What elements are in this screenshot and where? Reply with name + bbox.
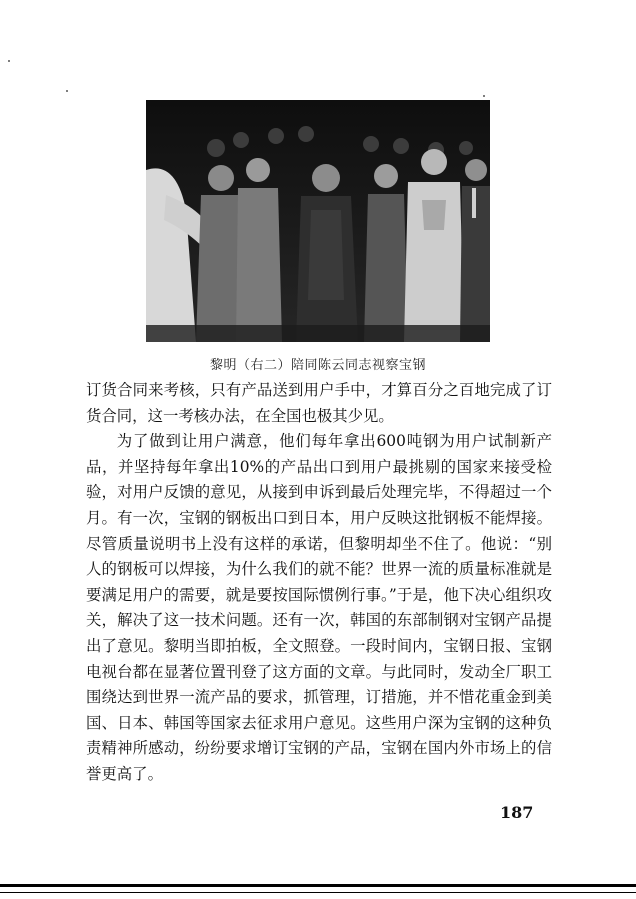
photo-image <box>146 100 490 342</box>
photo-caption: 黎明（右二）陪同陈云同志视察宝钢 <box>209 358 426 373</box>
photo <box>146 100 490 342</box>
scan-speck <box>483 95 485 97</box>
paragraph: 为了做到让用户满意，他们每年拿出600吨钢为用户试制新产品，并坚持每年拿出10%的产品出口到用户最挑剔的国家来接受检验，对用户反馈的意见，从接到申诉到最后处理完毕，不得超过一个月。有一次，宝钢的钢板出口到日本，用户反映这批钢板不能焊接。尽管质量说明书上没有这样的承诺，但黎明却坐不住了。他说：“别人的钢板可以焊接，为什么我们的就不能？世界一流的质量标准就是要满足用户的需要，就是要按国际惯例行事。”于是，他下决心组织攻关，解决了这一技术问题。还有一次，韩国的东部制钢对宝钢产品提出了意见。黎明当即拍板，全文照登。一段时间内，宝钢日报、宝钢电视台都在显著位置刊登了这方面的文章。与此同时，发动全厂职工围绕达到世界一流产品的要求，抓管理，订措施，并不惜花重金到美国、日本、韩国等国家去征求用户意见。这些用户深为宝钢的这种负责精神所感动，纷纷要求增订宝钢的产品，宝钢在国内外市场上的信誉更高了。 <box>86 432 552 783</box>
scan-speck <box>8 60 10 62</box>
scan-speck <box>66 90 68 92</box>
body-text <box>86 378 552 788</box>
paragraph: 订货合同来考核，只有产品送到用户手中，才算百分之百地完成了订货合同，这一考核办法，在全国也极其少见。 <box>86 381 552 425</box>
page-number: 187 <box>500 803 534 822</box>
bottom-rule <box>0 884 636 887</box>
bottom-rule-thin <box>0 892 636 893</box>
